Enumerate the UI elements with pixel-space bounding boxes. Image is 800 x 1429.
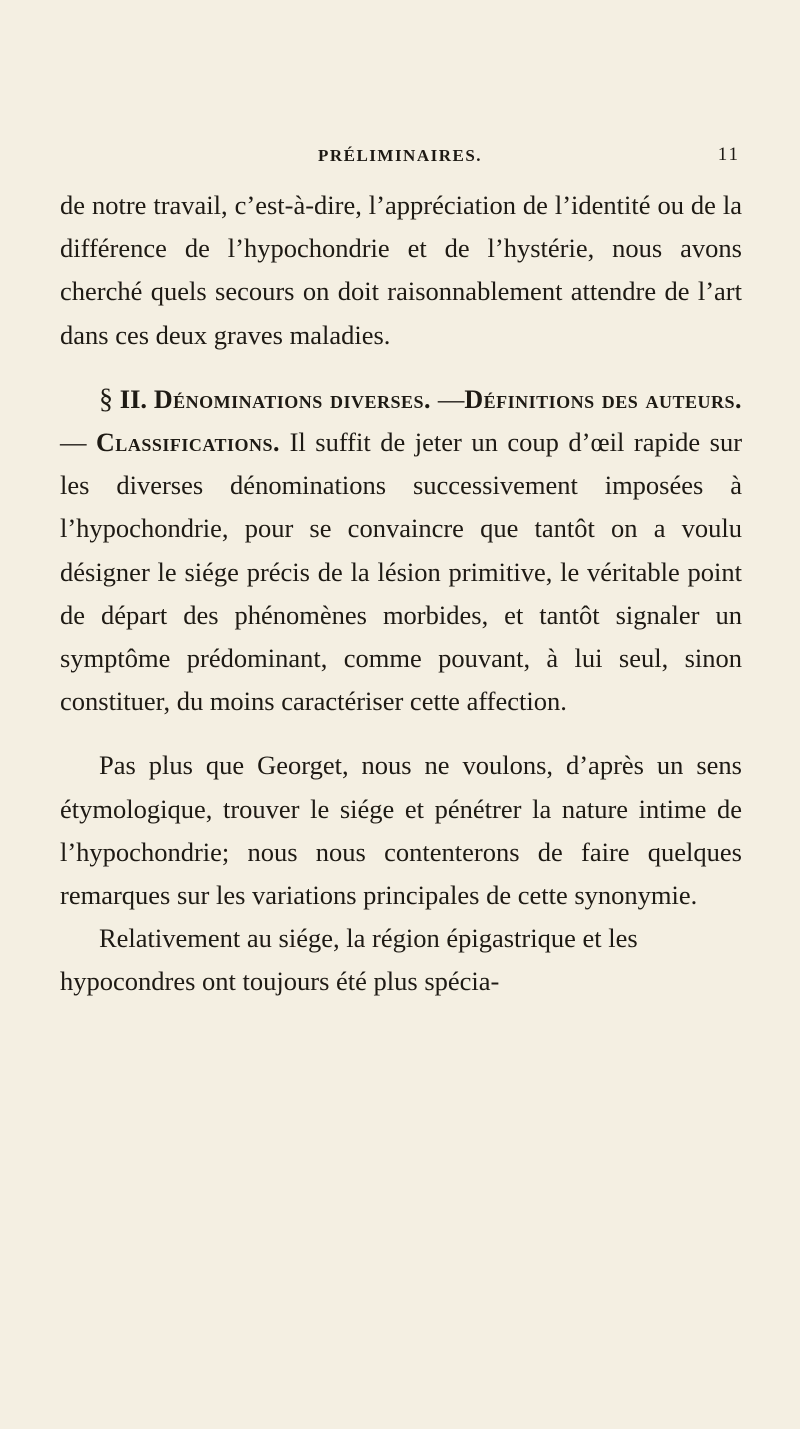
running-head bbox=[60, 140, 740, 180]
paragraph-2 bbox=[60, 378, 742, 724]
heading-dash-2: — bbox=[60, 427, 87, 458]
running-title: PRÉLIMINAIRES. bbox=[317, 146, 483, 165]
section-heading-classifications: Classifications. bbox=[96, 428, 281, 458]
section-heading-definitions: Définitions des auteurs. bbox=[464, 384, 743, 414]
heading-dash-1: — bbox=[437, 383, 465, 414]
section-number: II. bbox=[119, 383, 148, 414]
section-heading-denominations: Dénominations diverses. bbox=[153, 384, 432, 414]
paragraph-1: de notre travail, c’est-à-dire, l’appréciation de l’identité ou de la différence de l’hypochondrie et de l’hystérie, nous avons cherché quels secours on doit raisonnablement attendre de l’art dans ces deux graves maladies. bbox=[60, 190, 742, 350]
paragraph-2-body: Il suffit de jeter un coup d’œil rapide sur les diverses dénominations successivement imposées à l’hypochondrie, pour se convaincre que tantôt on a voulu désigner le siége précis de la lésion primitive, le véritable point de départ des phénomènes morbides, et tantôt signaler un symptôme prédominant, comme pouvant, à lui seul, sinon constituer, du moins caractériser cette affection. bbox=[60, 427, 743, 717]
section-mark: § bbox=[99, 383, 113, 415]
paragraph-4: Relativement au siége, la région épigastrique et les hypocondres ont toujours été plus spécia- bbox=[60, 923, 638, 997]
body-text bbox=[60, 184, 742, 1004]
paragraph-3: Pas plus que Georget, nous ne voulons, d’après un sens étymologique, trouver le siége et pénétrer la nature intime de l’hypochondrie; nous nous contenterons de faire quelques remarques sur les variations principales de cette synonymie. bbox=[60, 750, 742, 911]
page-number: 11 bbox=[717, 144, 740, 165]
